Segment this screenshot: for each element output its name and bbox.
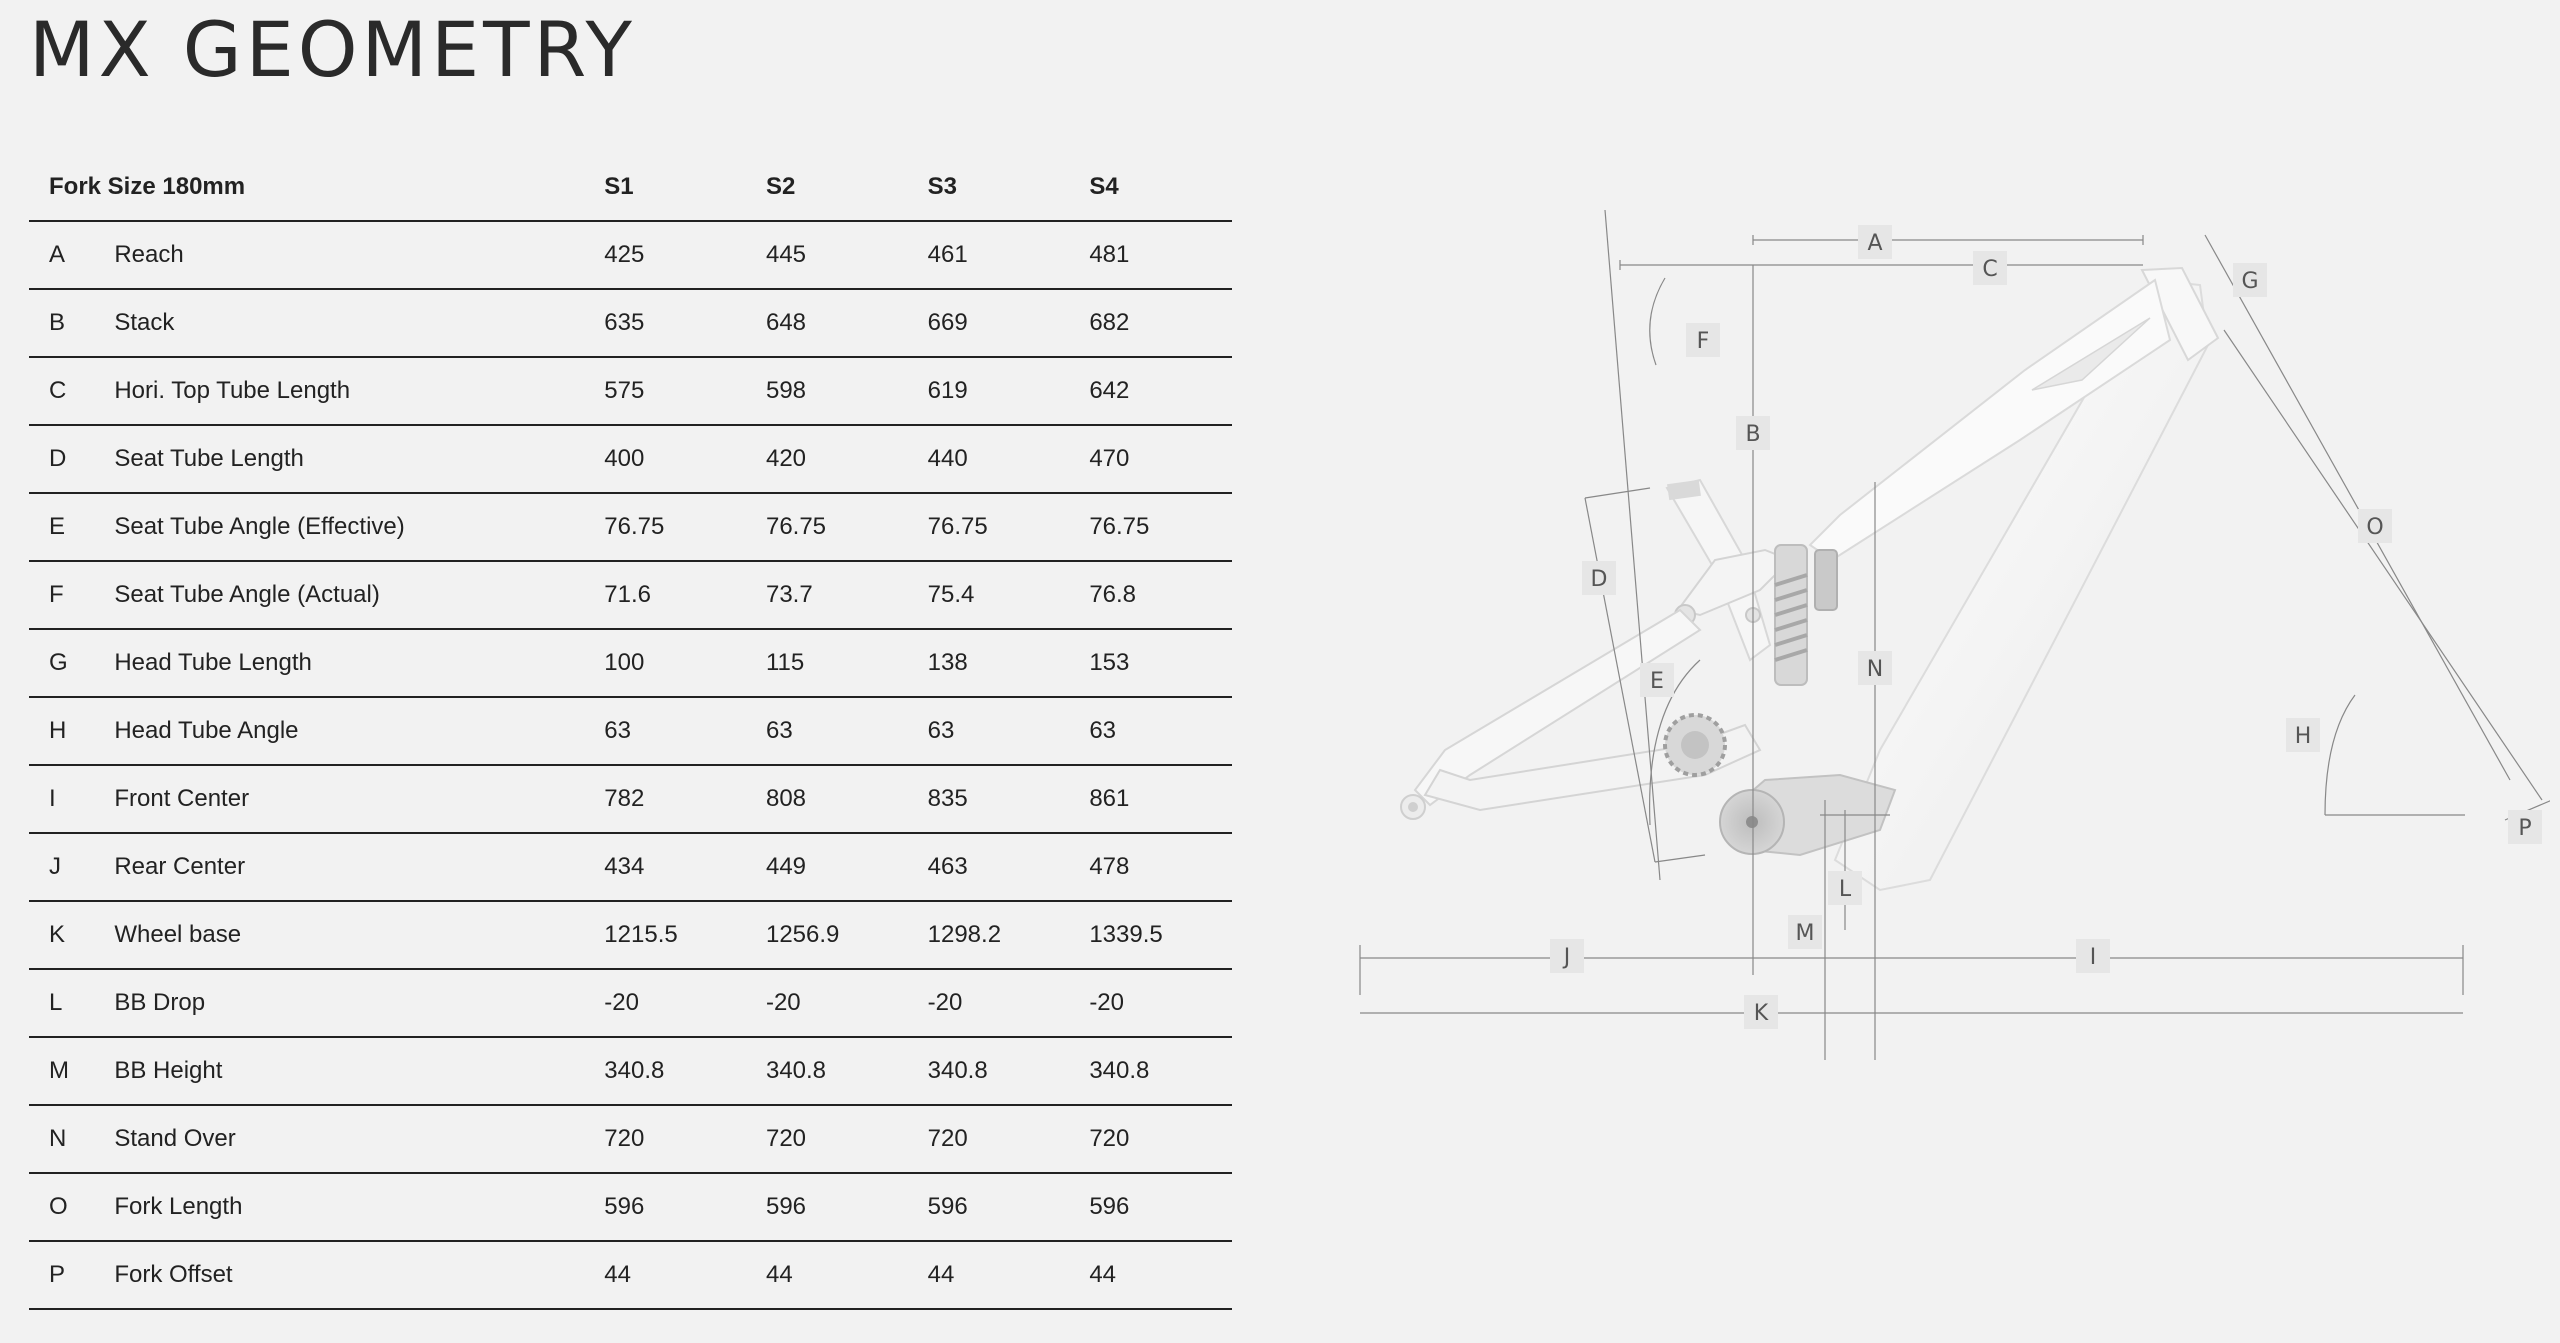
table-row [29, 357, 1232, 425]
dimension-name: Front Center [114, 765, 585, 833]
dimension-letter: F [29, 561, 114, 629]
dimension-value: 63 [585, 697, 747, 765]
dimension-value: 635 [585, 289, 747, 357]
dimension-name: Seat Tube Length [114, 425, 585, 493]
dimension-value: 100 [585, 629, 747, 697]
dimension-letter: G [29, 629, 114, 697]
dimension-letter: B [29, 289, 114, 357]
dimension-value: 340.8 [747, 1037, 909, 1105]
dimension-label-text: C [1982, 257, 1998, 282]
dimension-value: 720 [747, 1105, 909, 1173]
dimension-name: Wheel base [114, 901, 585, 969]
dimension-value: 73.7 [747, 561, 909, 629]
dimension-name: Fork Length [114, 1173, 585, 1241]
dimension-name: Seat Tube Angle (Actual) [114, 561, 585, 629]
dimension-value: 478 [1070, 833, 1232, 901]
table-row [29, 1037, 1232, 1105]
dimension-label-o [2358, 509, 2392, 543]
dimension-label-j [1550, 939, 1584, 973]
table-row [29, 969, 1232, 1037]
dimension-label-f [1686, 323, 1720, 357]
dimension-value: 619 [909, 357, 1071, 425]
rear-shock [1775, 545, 1837, 685]
table-row [29, 221, 1232, 289]
dimension-letter: E [29, 493, 114, 561]
dimension-letter: H [29, 697, 114, 765]
dimension-value: 1339.5 [1070, 901, 1232, 969]
dimension-value: -20 [747, 969, 909, 1037]
table-row [29, 1105, 1232, 1173]
table-row [29, 1241, 1232, 1309]
table-row [29, 1173, 1232, 1241]
dimension-value: 575 [585, 357, 747, 425]
size-header: S1 [585, 153, 747, 221]
dimension-letter: L [29, 969, 114, 1037]
dimension-value: 720 [909, 1105, 1071, 1173]
dimension-value: 682 [1070, 289, 1232, 357]
dimension-name: BB Drop [114, 969, 585, 1037]
dimension-value: 1256.9 [747, 901, 909, 969]
pivot [1408, 802, 1418, 812]
dimension-label-k [1744, 995, 1778, 1029]
dimension-value: 63 [909, 697, 1071, 765]
dimension-label-a [1858, 225, 1892, 259]
table-row [29, 425, 1232, 493]
dimension-label-text: A [1867, 231, 1883, 256]
table-row [29, 697, 1232, 765]
dimension-letter: K [29, 901, 114, 969]
dimension-value: 461 [909, 221, 1071, 289]
dimension-value: 63 [1070, 697, 1232, 765]
geometry-table [29, 153, 1232, 1310]
dimension-label-text: D [1590, 567, 1608, 592]
dimension-label-text: J [1563, 945, 1571, 970]
dimension-value: 420 [747, 425, 909, 493]
dimension-line [2205, 235, 2510, 780]
dimension-name: Head Tube Angle [114, 697, 585, 765]
dimension-value: 598 [747, 357, 909, 425]
size-header: S2 [747, 153, 909, 221]
dimension-line [2224, 330, 2542, 800]
dimension-name: Reach [114, 221, 585, 289]
table-body [29, 221, 1232, 1309]
dimension-value: 835 [909, 765, 1071, 833]
dimension-value: 340.8 [1070, 1037, 1232, 1105]
bottom-bracket-center [1746, 816, 1758, 828]
dimension-value: 44 [909, 1241, 1071, 1309]
dimension-letter: I [29, 765, 114, 833]
dimension-line [1655, 855, 1705, 862]
dimension-value: 76.75 [1070, 493, 1232, 561]
dimension-value: 138 [909, 629, 1071, 697]
dimension-value: 1215.5 [585, 901, 747, 969]
dimension-label-text: H [2294, 724, 2312, 749]
dimension-value: 440 [909, 425, 1071, 493]
dimension-value: 76.8 [1070, 561, 1232, 629]
dimension-value: 642 [1070, 357, 1232, 425]
dimension-value: 75.4 [909, 561, 1071, 629]
dimension-label-c [1973, 251, 2007, 285]
dimension-label-text: I [2089, 945, 2097, 970]
dimension-label-p [2508, 810, 2542, 844]
table-row [29, 561, 1232, 629]
dimension-letter: A [29, 221, 114, 289]
dimension-label-m [1788, 915, 1822, 949]
table-row [29, 901, 1232, 969]
dimension-value: 720 [1070, 1105, 1232, 1173]
dimension-value: 153 [1070, 629, 1232, 697]
size-header: S3 [909, 153, 1071, 221]
dimension-value: 861 [1070, 765, 1232, 833]
dimension-letter: C [29, 357, 114, 425]
dimension-label-text: L [1838, 877, 1852, 902]
dimension-value: 648 [747, 289, 909, 357]
dimension-value: 808 [747, 765, 909, 833]
dimension-value: 596 [909, 1173, 1071, 1241]
dimension-value: 434 [585, 833, 747, 901]
size-header: S4 [1070, 153, 1232, 221]
dimension-value: 596 [585, 1173, 747, 1241]
dimension-value: 115 [747, 629, 909, 697]
dimension-label-text: P [2518, 816, 2532, 841]
dimension-value: 445 [747, 221, 909, 289]
dimension-value: 470 [1070, 425, 1232, 493]
table-row [29, 765, 1232, 833]
dimension-value: 71.6 [585, 561, 747, 629]
angle-arc [1650, 278, 1665, 365]
dimension-label-text: E [1650, 669, 1664, 694]
dimension-label-l [1828, 871, 1862, 905]
page-title: MX GEOMETRY [29, 5, 636, 94]
chainring [1665, 715, 1725, 775]
table-row [29, 289, 1232, 357]
dimension-label-text: B [1745, 422, 1761, 447]
dimension-value: -20 [1070, 969, 1232, 1037]
dimension-name: Rear Center [114, 833, 585, 901]
dimension-label-g [2233, 263, 2267, 297]
dimension-letter: N [29, 1105, 114, 1173]
dimension-label-d [1582, 561, 1616, 595]
dimension-label-text: G [2241, 269, 2259, 294]
dimension-value: 76.75 [585, 493, 747, 561]
dimension-name: BB Height [114, 1037, 585, 1105]
dimension-value: 400 [585, 425, 747, 493]
dimension-value: 63 [747, 697, 909, 765]
dimension-name: Head Tube Length [114, 629, 585, 697]
dimension-name: Hori. Top Tube Length [114, 357, 585, 425]
dimension-label-i [2076, 939, 2110, 973]
dimension-value: 481 [1070, 221, 1232, 289]
dimension-value: 44 [585, 1241, 747, 1309]
dimension-label-n [1858, 651, 1892, 685]
dimension-value: 340.8 [585, 1037, 747, 1105]
dimension-name: Fork Offset [114, 1241, 585, 1309]
dimension-value: 44 [747, 1241, 909, 1309]
dimension-label-text: F [1696, 329, 1710, 354]
dimension-label-text: N [1866, 657, 1884, 682]
dimension-value: -20 [909, 969, 1071, 1037]
dimension-label-text: K [1753, 1001, 1769, 1026]
angle-arc [2325, 695, 2355, 815]
dimension-name: Stack [114, 289, 585, 357]
dimension-value: 720 [585, 1105, 747, 1173]
table-row [29, 833, 1232, 901]
dimension-value: 425 [585, 221, 747, 289]
dimension-value: 669 [909, 289, 1071, 357]
dimension-label-h [2286, 718, 2320, 752]
dimension-line [1585, 488, 1650, 498]
dimension-name: Seat Tube Angle (Effective) [114, 493, 585, 561]
dimension-letter: P [29, 1241, 114, 1309]
table-row [29, 629, 1232, 697]
dimension-label-b [1736, 416, 1770, 450]
dimension-value: 596 [1070, 1173, 1232, 1241]
dimension-value: 340.8 [909, 1037, 1071, 1105]
dimension-name: Stand Over [114, 1105, 585, 1173]
bike-frame [1401, 268, 2218, 890]
table-header-row [29, 153, 1232, 221]
frame-geometry-diagram [1320, 190, 2550, 1090]
dimension-value: 76.75 [909, 493, 1071, 561]
dimension-letter: J [29, 833, 114, 901]
fork-size-header: Fork Size 180mm [29, 153, 585, 221]
dimension-value: 596 [747, 1173, 909, 1241]
dimension-value: 1298.2 [909, 901, 1071, 969]
dimension-value: 782 [585, 765, 747, 833]
dimension-letter: O [29, 1173, 114, 1241]
dimension-value: 44 [1070, 1241, 1232, 1309]
dimension-value: 463 [909, 833, 1071, 901]
dimension-value: 449 [747, 833, 909, 901]
dimension-letter: D [29, 425, 114, 493]
frame-diagram-svg [1320, 190, 2550, 1090]
dimension-label-e [1640, 663, 1674, 697]
dimension-value: -20 [585, 969, 747, 1037]
dimension-letter: M [29, 1037, 114, 1105]
table-row [29, 493, 1232, 561]
dimension-label-text: M [1795, 921, 1815, 946]
dimension-label-text: O [2366, 515, 2384, 540]
dimension-value: 76.75 [747, 493, 909, 561]
